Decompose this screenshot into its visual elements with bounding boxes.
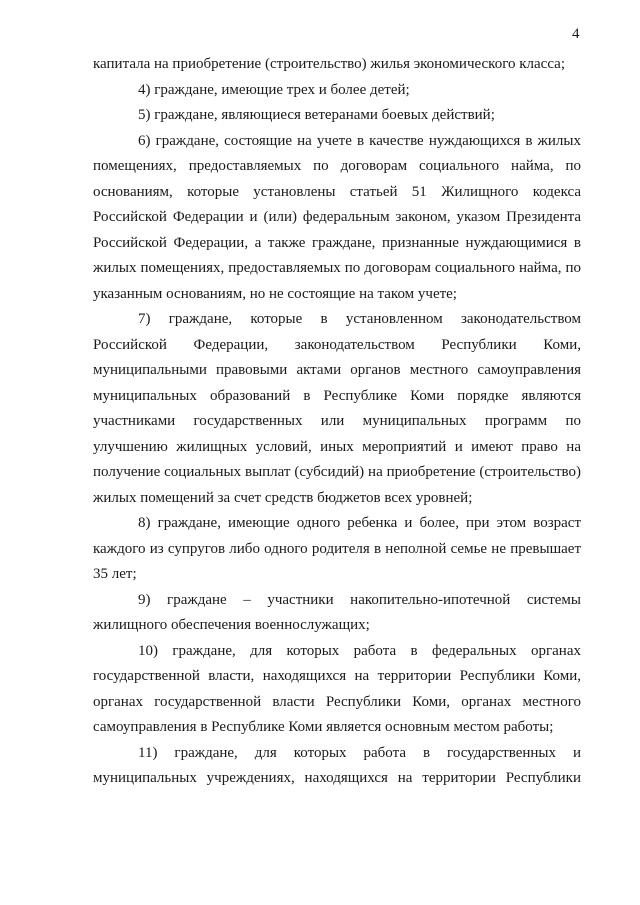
document-body: [93, 52, 581, 792]
paragraph-item-8: 8) граждане, имеющие одного ребенка и более, при этом возраст каждого из супругов либо одного родителя в неполной семье не превышает 35 лет;: [93, 515, 581, 582]
paragraph-item-11: 11) граждане, для которых работа в государственных и муниципальных учреждениях, находящихся на территории Республики: [93, 744, 581, 786]
page-number: 4: [572, 26, 580, 42]
paragraph-item-5: 5) граждане, являющиеся ветеранами боевых действий;: [138, 107, 495, 123]
paragraph-item-7: 7) граждане, которые в установленном законодательством Российской Федерации, законодательством Республики Коми, муниципальными правовыми актами органов местного самоуправления муниципальных образований в Республике Коми порядке являются участниками государственных или муниципальных программ по улучшению жилищных условий, иных мероприятий и имеют право на получение социальных выплат (субсидий) на приобретение (строительство) жилых помещений за счет средств бюджетов всех уровней;: [93, 311, 581, 506]
paragraph-item-4: 4) граждане, имеющие трех и более детей;: [138, 81, 410, 98]
paragraph-item-6: 6) граждане, состоящие на учете в качестве нуждающихся в жилых помещениях, предоставляемых по договорам социального найма, по основаниям, которые установлены статьей 51 Жилищного кодекса Российской Федерации и (или) федеральным законом, указом Президента Российской Федерации, а также граждане, признанные нуждающимися в жилых помещениях, предоставляемых по договорам социального найма, по указанным основаниям, но не состоящие на таком учете;: [93, 132, 581, 302]
paragraph-item-9: 9) граждане – участники накопительно-ипотечной системы жилищного обеспечения военнослужащих;: [93, 591, 581, 633]
paragraph-continuation: капитала на приобретение (строительство) жилья экономического класса;: [93, 56, 565, 72]
paragraph-item-10: 10) граждане, для которых работа в федеральных органах государственной власти, находящихся на территории Республики Коми, органах государственной власти Республики Коми, органах местного самоуправления в Республике Коми является основным местом работы;: [93, 642, 581, 735]
